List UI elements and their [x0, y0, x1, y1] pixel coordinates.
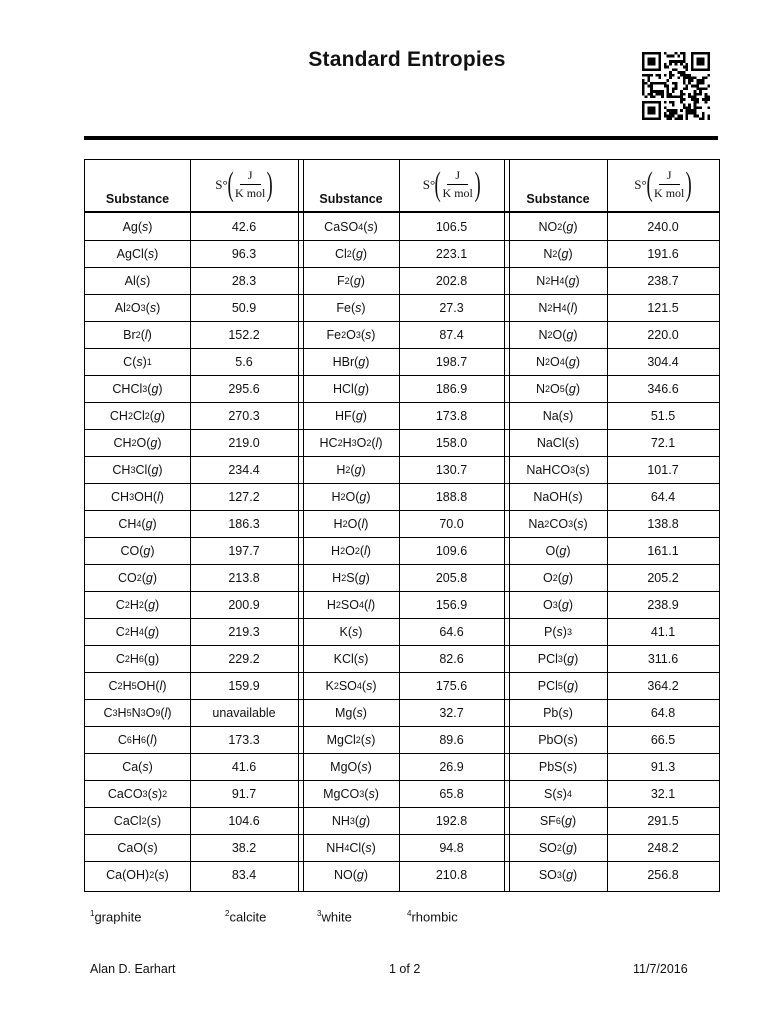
entropy-value-cell: 41.1	[650, 624, 676, 639]
entropy-value-cell: 210.8	[435, 867, 468, 882]
entropy-value-cell: 238.7	[647, 273, 679, 288]
entropy-value-cell: 188.8	[435, 489, 468, 504]
entropy-value-cell: 127.2	[228, 489, 260, 504]
entropy-value-cell: 50.9	[231, 300, 257, 315]
substance-cell: CH 3 OH( l )	[111, 489, 164, 504]
substance-cell: P( s ) 3	[544, 624, 572, 639]
entropy-value-cell: 138.8	[647, 516, 679, 531]
entropy-value-cell: 186.3	[228, 516, 260, 531]
substance-cell: SF 6 ( g )	[539, 813, 577, 828]
substance-cell: CaO( s )	[117, 840, 158, 855]
entropy-value-cell: 72.1	[650, 435, 676, 450]
substance-cell: N 2 ( g )	[543, 246, 573, 261]
entropy-value-cell: 89.6	[439, 732, 464, 747]
substance-cell: H 2 O( g )	[331, 489, 371, 504]
entropy-value-cell: 175.6	[435, 678, 468, 693]
entropy-value-cell: 191.6	[647, 246, 679, 261]
entropy-value-cell: 121.5	[647, 300, 679, 315]
entropy-value-cell: 238.9	[647, 597, 679, 612]
entropy-value-cell: 229.2	[228, 651, 260, 666]
entropy-symbol: S°	[215, 176, 228, 192]
substance-cell: H 2 SO 4 ( l )	[326, 597, 376, 612]
substance-cell: CHCl 3 ( g )	[112, 381, 163, 396]
entropy-value-cell: 256.8	[647, 867, 679, 882]
substance-cell: K( s )	[339, 624, 363, 639]
entropy-value-cell: 156.9	[435, 597, 468, 612]
entropy-value-cell: 101.7	[647, 462, 679, 477]
substance-cell: C 2 H 5 OH( l )	[108, 678, 167, 693]
entropy-value-cell: 205.2	[647, 570, 679, 585]
substance-cell: H 2 ( g )	[336, 462, 366, 477]
entropy-value-cell: 91.7	[231, 786, 257, 801]
substance-cell: C( s ) 1	[123, 354, 152, 369]
substance-cell: PCl 5 ( g )	[537, 678, 579, 693]
substance-cell: NO 2 ( g )	[538, 219, 578, 234]
substance-cell: NaOH( s )	[533, 489, 583, 504]
entropy-value-cell: 220.0	[647, 327, 679, 342]
substance-cell: C 2 H 2 ( g )	[115, 597, 160, 612]
entropy-value-cell: 304.4	[647, 354, 679, 369]
substance-cell: NO( g )	[333, 867, 369, 882]
entropy-value-cell: 213.8	[228, 570, 260, 585]
substance-cell: MgO( s )	[330, 759, 372, 774]
substance-cell: C 6 H 6 ( l )	[117, 732, 158, 747]
entropy-value-cell: 26.9	[439, 759, 464, 774]
entropy-value-cell: 130.7	[435, 462, 468, 477]
entropy-table	[84, 159, 720, 892]
entropy-value-cell: 64.8	[650, 705, 676, 720]
substance-cell: PbS( s )	[538, 759, 578, 774]
substance-cell: K 2 SO 4 ( s )	[325, 678, 377, 693]
qr-code-icon	[642, 52, 710, 120]
substance-cell: Al( s )	[124, 273, 151, 288]
substance-cell: SO 3 ( g )	[538, 867, 578, 882]
substance-cell: CH 4 ( g )	[118, 516, 157, 531]
entropy-value-cell: 66.5	[650, 732, 676, 747]
unit-denominator: K mol	[235, 186, 266, 200]
entropy-value-cell: 346.6	[647, 381, 679, 396]
entropy-symbol: S°	[634, 176, 647, 192]
entropy-value-cell: 173.8	[435, 408, 468, 423]
header-substance: Substance	[105, 192, 170, 206]
footnote-3: $^3$white	[317, 909, 352, 925]
substance-cell: Fe( s )	[336, 300, 366, 315]
substance-cell: Br 2 ( l )	[123, 327, 152, 342]
substance-cell: HCl( g )	[332, 381, 370, 396]
entropy-value-cell: 5.6	[235, 354, 253, 369]
substance-cell: C 3 H 5 N 3 O 9 ( l )	[103, 705, 172, 720]
entropy-value-cell: 32.1	[650, 786, 676, 801]
entropy-value-cell: 291.5	[647, 813, 679, 828]
substance-cell: N 2 H 4 ( g )	[536, 273, 580, 288]
entropy-value-cell: 64.4	[650, 489, 676, 504]
substance-cell: N 2 O 5 ( g )	[535, 381, 581, 396]
unit-denominator: K mol	[442, 186, 473, 200]
substance-cell: PCl 3 ( g )	[537, 651, 579, 666]
entropy-value-cell: 234.4	[228, 462, 260, 477]
substance-cell: CaCO 3 ( s ) 2	[107, 786, 168, 801]
entropy-value-cell: 38.2	[231, 840, 257, 855]
entropy-value-cell: 202.8	[435, 273, 468, 288]
substance-cell: HBr( g )	[332, 354, 370, 369]
entropy-symbol: S°	[422, 176, 436, 192]
unit-numerator: J	[240, 168, 261, 185]
substance-cell: NaCl( s )	[536, 435, 580, 450]
entropy-value-cell: unavailable	[212, 705, 276, 720]
substance-cell: O 3 ( g )	[542, 597, 574, 612]
substance-cell: Mg( s )	[335, 705, 367, 720]
entropy-value-cell: 94.8	[439, 840, 464, 855]
entropy-value-cell: 82.6	[439, 651, 464, 666]
entropy-value-cell: 109.6	[435, 543, 468, 558]
entropy-value-cell: 51.5	[650, 408, 676, 423]
entropy-value-cell: 192.8	[435, 813, 468, 828]
substance-cell: HF( g )	[335, 408, 367, 423]
substance-cell: NH 4 Cl( s )	[326, 840, 376, 855]
substance-cell: Pb( s )	[543, 705, 573, 720]
entropy-value-cell: 65.8	[439, 786, 464, 801]
substance-cell: H 2 O( l )	[333, 516, 369, 531]
entropy-value-cell: 158.0	[435, 435, 468, 450]
substance-cell: S( s ) 4	[544, 786, 572, 801]
substance-cell: Ca(OH) 2 ( s )	[106, 867, 169, 882]
entropy-value-cell: 219.0	[228, 435, 260, 450]
footnote-4: $^4$rhombic	[407, 909, 458, 925]
entropy-value-cell: 200.9	[228, 597, 260, 612]
entropy-value-cell: 106.5	[435, 219, 468, 234]
header-substance: Substance	[319, 192, 383, 206]
footer-date: 11/7/2016	[633, 962, 688, 976]
entropy-value-cell: 240.0	[647, 219, 679, 234]
table-column-divider	[504, 160, 505, 891]
page-title: Standard Entropies	[308, 48, 506, 71]
unit-numerator: J	[447, 168, 468, 185]
entropy-value-cell: 364.2	[647, 678, 679, 693]
substance-cell: CO( g )	[120, 543, 155, 558]
unit-numerator: J	[659, 168, 680, 185]
entropy-value-cell: 223.1	[435, 246, 468, 261]
substance-cell: SO 2 ( g )	[538, 840, 578, 855]
header-substance: Substance	[526, 192, 590, 206]
substance-cell: C 2 H 4 ( g )	[115, 624, 160, 639]
entropy-value-cell: 311.6	[647, 651, 679, 666]
substance-cell: N 2 O 4 ( g )	[535, 354, 581, 369]
entropy-value-cell: 173.3	[228, 732, 260, 747]
header-entropy-unit: S° ( $\frac{J}{\text{K mol}}$ )	[215, 165, 274, 203]
substance-cell: O( g )	[545, 543, 571, 558]
substance-cell: MgCO 3 ( s )	[323, 786, 379, 801]
substance-cell: H 2 O 2 ( l )	[331, 543, 371, 558]
substance-cell: Ag( s )	[122, 219, 153, 234]
substance-cell: Al 2 O 3 ( s )	[114, 300, 161, 315]
entropy-value-cell: 186.9	[435, 381, 468, 396]
entropy-value-cell: 96.3	[231, 246, 257, 261]
substance-cell: CH 2 O( g )	[113, 435, 162, 450]
entropy-value-cell: 295.6	[228, 381, 260, 396]
entropy-value-cell: 159.9	[228, 678, 260, 693]
entropy-value-cell: 41.6	[231, 759, 257, 774]
entropy-value-cell: 32.7	[439, 705, 464, 720]
entropy-value-cell: 219.3	[228, 624, 260, 639]
entropy-value-cell: 70.0	[439, 516, 464, 531]
entropy-value-cell: 198.7	[435, 354, 468, 369]
table-column-divider	[298, 160, 299, 891]
substance-cell: Cl 2 ( g )	[334, 246, 368, 261]
footnote-2: $^2$calcite	[225, 909, 267, 925]
substance-cell: CO 2 ( g )	[117, 570, 158, 585]
substance-cell: MgCl 2 ( s )	[326, 732, 376, 747]
substance-cell: CaCl 2 ( s )	[113, 813, 162, 828]
substance-cell: NaHCO 3 ( s )	[526, 462, 590, 477]
substance-cell: PbO( s )	[538, 732, 578, 747]
entropy-value-cell: 104.6	[228, 813, 260, 828]
substance-cell: Na( s )	[542, 408, 574, 423]
substance-cell: NH 3 ( g )	[331, 813, 371, 828]
entropy-value-cell: 197.7	[228, 543, 260, 558]
entropy-value-cell: 83.4	[231, 867, 257, 882]
substance-cell: Na 2 CO 3 ( s )	[528, 516, 588, 531]
substance-cell: HC 2 H 3 O 2 ( l )	[319, 435, 383, 450]
entropy-value-cell: 27.3	[439, 300, 464, 315]
unit-denominator: K mol	[654, 186, 685, 200]
title-divider	[84, 136, 718, 140]
substance-cell: CH 3 Cl( g )	[112, 462, 163, 477]
substance-cell: O 2 ( g )	[542, 570, 574, 585]
entropy-value-cell: 248.2	[647, 840, 679, 855]
footnote-1: $^1$graphite	[90, 909, 142, 925]
entropy-value-cell: 87.4	[439, 327, 464, 342]
entropy-value-cell: 270.3	[228, 408, 260, 423]
substance-cell: N 2 O( g )	[538, 327, 578, 342]
entropy-value-cell: 91.3	[650, 759, 676, 774]
header-entropy-unit: S° ( $\frac{J}{\text{K mol}}$ )	[422, 165, 481, 203]
entropy-value-cell: 152.2	[228, 327, 260, 342]
entropy-value-cell: 161.1	[647, 543, 679, 558]
header-entropy-unit: S° ( $\frac{J}{\text{K mol}}$ )	[634, 165, 693, 203]
entropy-value-cell: 64.6	[439, 624, 464, 639]
footer-page-number: 1 of 2	[389, 962, 421, 976]
substance-cell: H 2 S( g )	[332, 570, 370, 585]
substance-cell: CaSO 4 ( s )	[324, 219, 378, 234]
entropy-value-cell: 205.8	[435, 570, 468, 585]
substance-cell: C 2 H 6 (g)	[115, 651, 160, 666]
substance-cell: F 2 ( g )	[337, 273, 365, 288]
substance-cell: N 2 H 4 ( l )	[538, 300, 578, 315]
substance-cell: Ca( s )	[122, 759, 153, 774]
entropy-value-cell: 28.3	[231, 273, 257, 288]
substance-cell: Fe 2 O 3 ( s )	[326, 327, 376, 342]
substance-cell: AgCl( s )	[116, 246, 159, 261]
substance-cell: CH 2 Cl 2 ( g )	[109, 408, 166, 423]
substance-cell: KCl( s )	[333, 651, 369, 666]
footer-author: Alan D. Earhart	[90, 962, 176, 976]
entropy-value-cell: 42.6	[231, 219, 257, 234]
